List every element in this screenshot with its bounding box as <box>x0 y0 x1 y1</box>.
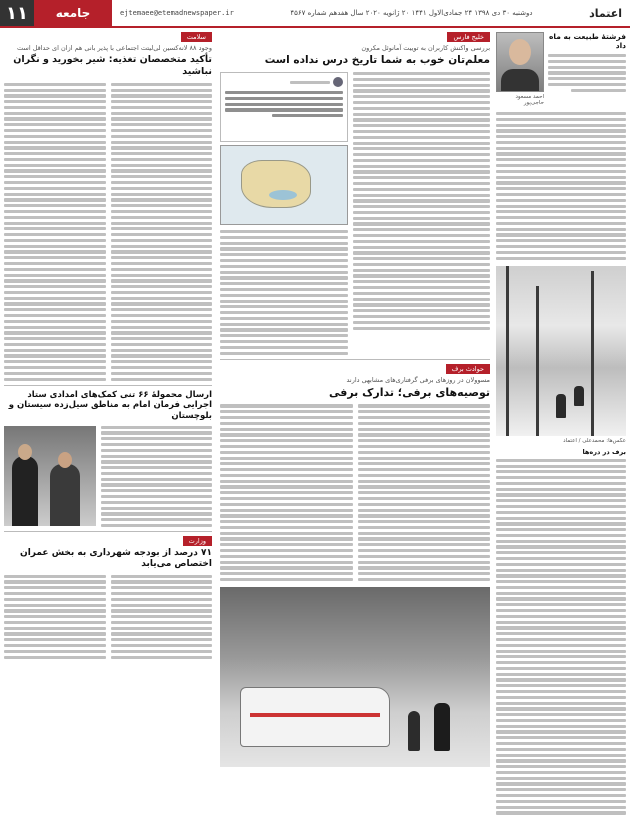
budget-body-1 <box>111 575 213 659</box>
budget-body-2 <box>4 575 106 659</box>
article-kicker: بررسی واکنش کاربران به توییت آمانوئل مکرون <box>361 44 490 52</box>
section-tag-health: سلامت <box>181 32 212 42</box>
section-email: ejtemaee@etemadnewspaper.ir <box>120 9 234 17</box>
photo-caption: عکس‌ها: محمدعلی / اعتماد <box>563 437 626 444</box>
health-kicker: وجود ۸۸ لانه‌کسین لی‌لیتت اجتماعی با پذیر بانی هم ازان ای حداقل است <box>17 44 212 52</box>
article2-kicker: مسوولان در روزهای برفی گرفتاری‌های مشابهی دارند <box>346 375 490 384</box>
embedded-tweet <box>220 72 348 142</box>
author-portrait <box>496 32 544 92</box>
section-label: جامعه <box>34 0 112 26</box>
section-tag-ministry: وزارت <box>183 536 212 546</box>
author-name: احمد مسعود حاجی‌پور <box>515 94 544 106</box>
masthead <box>0 0 630 28</box>
masthead-info <box>112 0 630 26</box>
snow-photo <box>496 266 626 436</box>
article2-body-1 <box>358 404 491 581</box>
health-body-2 <box>4 83 106 381</box>
emdad-headline: ارسال محمولهٔ ۶۶ تنی کمک‌های امدادی ستاد اجرایی فرمان امام به مناطق سیل‌زده سیستان و بلوچستان <box>8 389 212 422</box>
newspaper-logo: اعتماد <box>589 6 622 20</box>
column-title: فرشتهٔ طبیعت به ماه داد <box>548 32 626 50</box>
article-headline: معلم‌تان خوب به شما تاریخ درس نداده است <box>264 54 490 66</box>
column-body-1 <box>496 112 626 260</box>
health-body-1 <box>111 83 213 381</box>
column-subhead: برف در دره‌ها <box>582 447 626 456</box>
map-image <box>220 145 348 225</box>
issue-info: دوشنبه ۳۰ دی ۱۳۹۸ ۲۴ جمادی‌الاول ۱۴۴۱ ۲۰ ژانویه ۲۰۲۰ سال هفدهم شماره ۴۵۶۷ <box>290 9 533 17</box>
column-intro-text <box>548 54 626 92</box>
section-tag-gulf: خلیج فارس <box>447 32 490 42</box>
health-headline: تأکید متخصصان تغذیه: شیر بخورید و نگران نباشید <box>13 54 212 77</box>
article2-headline: توصیه‌های برفی؛ تدارک برفی <box>328 385 490 399</box>
right-column <box>496 32 626 816</box>
budget-headline: ۷۱ درصد از بودجه شهرداری به بخش عمران اختصاص می‌یابد <box>20 548 212 570</box>
column-body-2 <box>496 459 626 816</box>
middle-column <box>220 32 490 816</box>
article-body-2 <box>220 230 348 355</box>
article2-body-2 <box>220 404 353 581</box>
snow-car-photo <box>220 587 490 767</box>
section-tag-snow: حوادث برف <box>446 364 490 374</box>
article-body-1 <box>353 72 490 355</box>
officials-photo <box>4 426 96 526</box>
page-number: ۱۱ <box>0 0 34 26</box>
left-column <box>4 32 212 816</box>
emdad-body <box>101 426 212 527</box>
avatar <box>333 77 343 87</box>
